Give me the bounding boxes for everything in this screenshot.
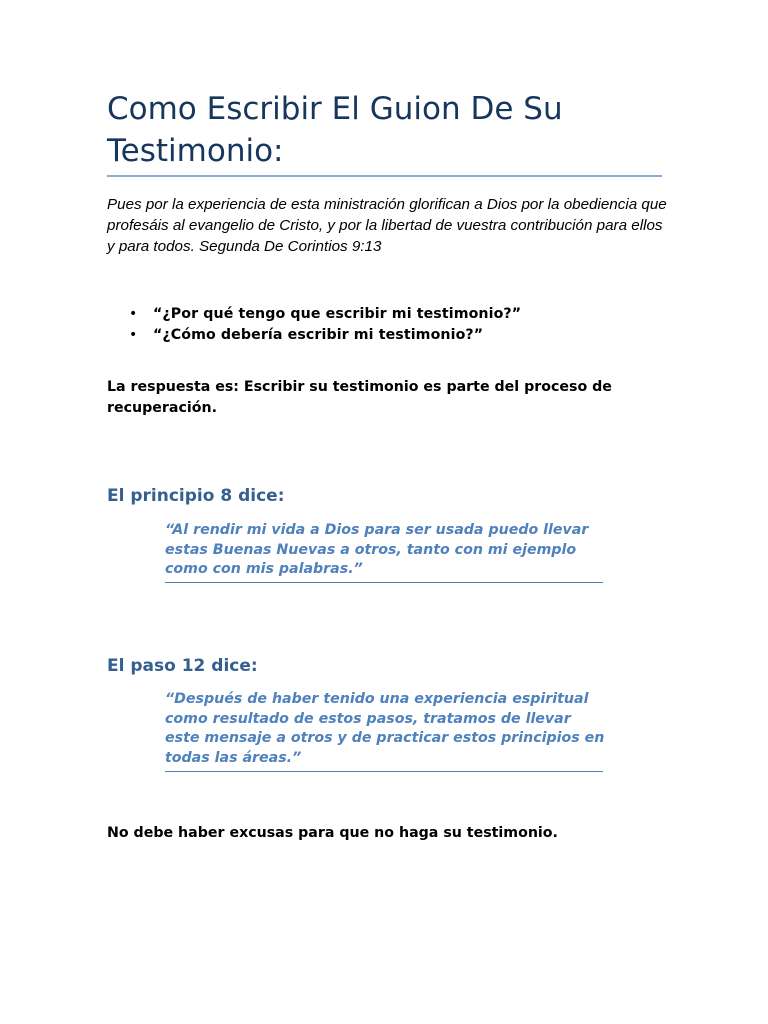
answer-paragraph: La respuesta es: Escribir su testimonio es parte del proceso de recuperación. <box>107 379 612 416</box>
closing-paragraph: No debe haber excusas para que no haga su testimonio. <box>107 825 558 841</box>
question-text: “¿Cómo debería escribir mi testimonio?” <box>153 327 484 343</box>
intro-scripture-paragraph: Pues por la experiencia de esta ministración glorifican a Dios por la obediencia que profesáis al evangelio de Cristo, y por la libertad de vuestra contribución para ellos y para todos. Segunda De Corintios 9:13 <box>107 196 667 255</box>
principle-heading: El principio 8 dice: <box>107 486 285 506</box>
title-underline <box>107 175 662 177</box>
bullet-icon: • <box>129 327 138 343</box>
document-title: Como Escribir El Guion De Su Testimonio: <box>107 91 563 169</box>
list-item <box>107 304 667 325</box>
list-item <box>107 325 667 346</box>
principle-quote-rule <box>165 582 603 583</box>
principle-quote: “Al rendir mi vida a Dios para ser usada puedo llevar estas Buenas Nuevas a otros, tanto con mi ejemplo como con mis palabras.” <box>165 522 589 577</box>
bullet-icon: • <box>129 306 138 322</box>
question-text: “¿Por qué tengo que escribir mi testimonio?” <box>153 306 522 322</box>
question-list <box>107 304 667 346</box>
step-quote: “Después de haber tenido una experiencia espiritual como resultado de estos pasos, tratamos de llevar este mensaje a otros y de practicar estos principios en todas las áreas.” <box>165 691 605 766</box>
step-heading: El paso 12 dice: <box>107 656 258 676</box>
step-quote-rule <box>165 771 603 772</box>
